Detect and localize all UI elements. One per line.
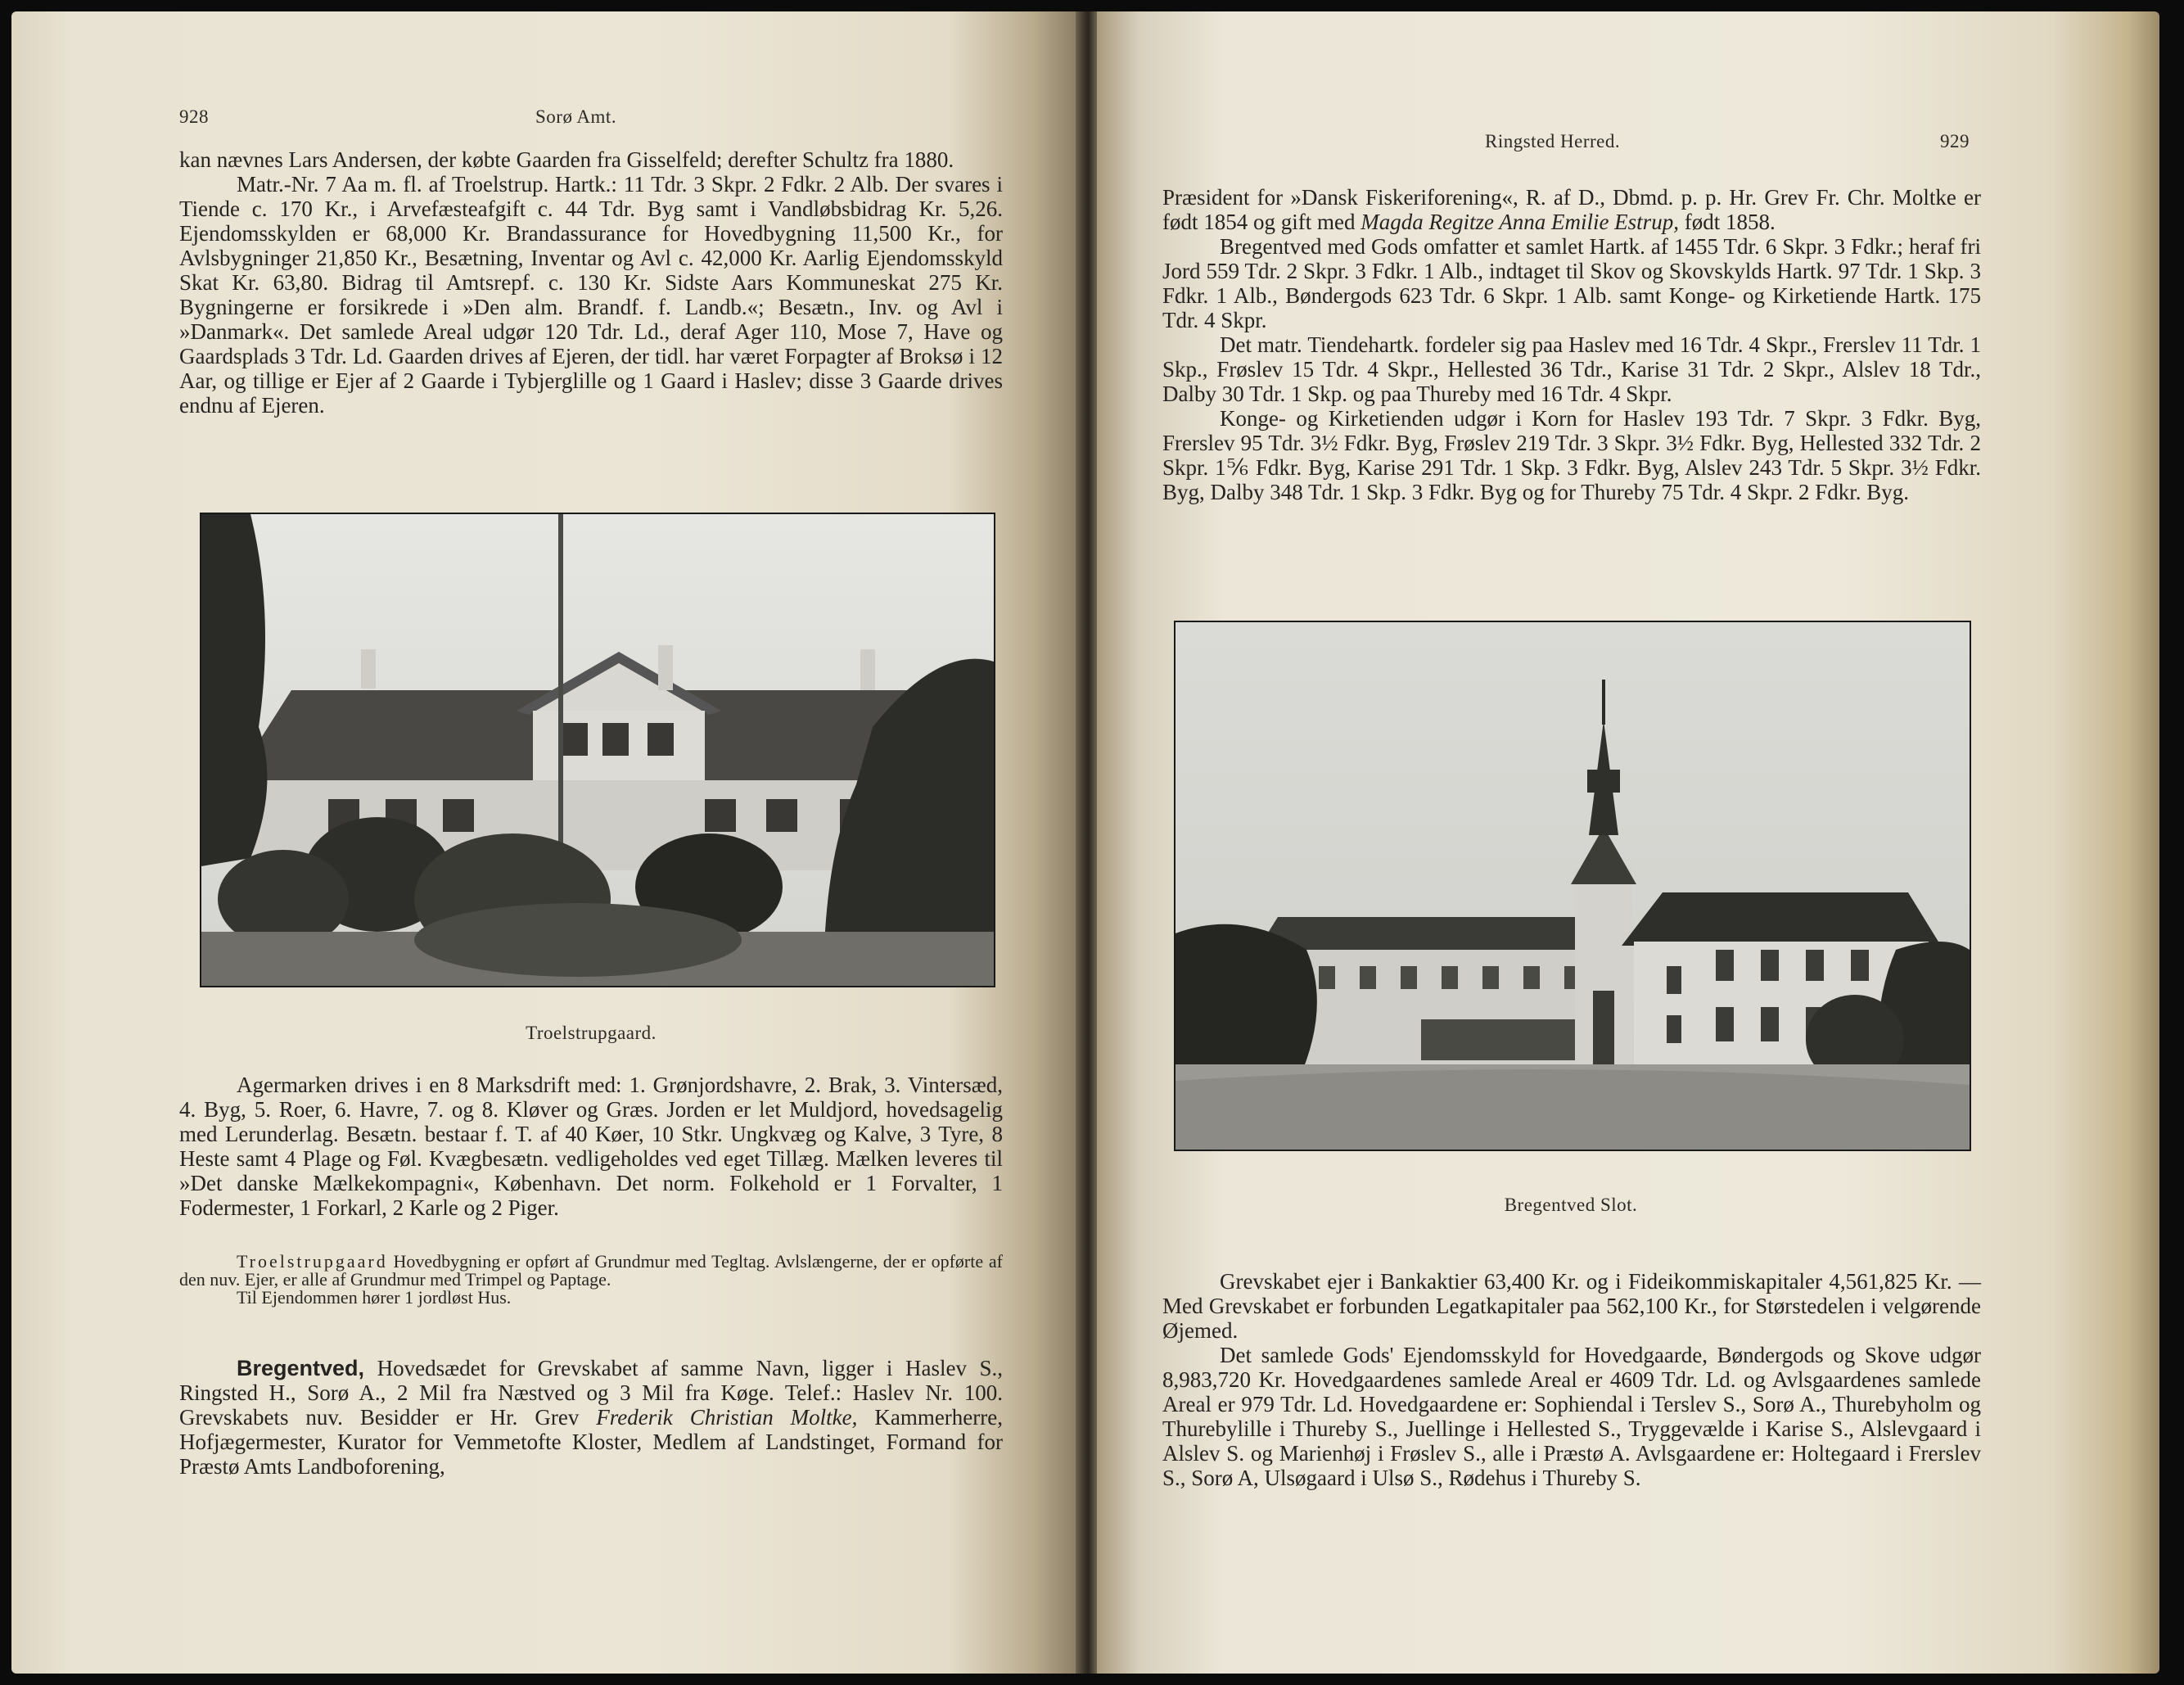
photo-caption: Bregentved Slot.: [1504, 1195, 1638, 1215]
paragraph-continued: kan nævnes Lars Andersen, der købte Gaarden fra Gisselfeld; derefter Schultz fra 1880.: [179, 147, 954, 172]
text-block-top: [179, 147, 1003, 418]
entry-text-b: Kammerherre, Hofjægermester, Kurator for Vemmetofte Kloster, Medlem af Landstinget, Formand for Præstø Amts Landboforening,: [179, 1405, 1003, 1479]
para1-text-a: Præsident for »Dansk Fiskeriforening«, R. af D., Dbmd. p. p. Hr. Grev Fr. Chr. Moltke er født 1854 og gift med: [1162, 185, 1981, 234]
entry-heading: Bregentved,: [237, 1356, 365, 1380]
photo-bregentved-slot: [1174, 621, 1971, 1151]
para1-text-b: født 1858.: [1678, 210, 1776, 234]
text-block-bottom: [1162, 1269, 1981, 1490]
paragraph-agermarken: Agermarken drives i en 8 Marksdrift med: 1. Grønjordshavre, 2. Brak, 3. Vintersæd, 4. Byg, 5. Roer, 6. Havre, 7. og 8. Kløver og Græs. Jorden er let Muldjord, hovedsagelig med Lerunderlag. Besætn. bestaar f. T. af 40 Køer, 10 Stkr. Ungkvæg og Kalve, 3 Tyre, 8 Heste samt 4 Plage og Føl. Kvægbesætn. vedligeholdes ved eget Tillæg. Mælken leveres til »Det danske Mælkekompagni«, København. Det norm. Folkehold er 1 Forvalter, 1 Fodermester, 1 Forkarl, 2 Karle og 2 Piger.: [179, 1073, 1003, 1220]
right-page: [1097, 11, 2159, 1674]
paragraph-hartkorn: Bregentved med Gods omfatter et samlet Hartk. af 1455 Tdr. 6 Skpr. 3 Fdkr.; heraf fri Jord 559 Tdr. 2 Skpr. 3 Fdkr. 1 Alb., indtaget til Skov og Skovskylds Hartk. 97 Tdr. 1 Skp. 3 Fdkr. 1 Alb., Bøndergods 623 Tdr. 6 Skpr. 1 Alb. samt Konge- og Kirketiende Hartk. 175 Tdr. 4 Skpr.: [1162, 234, 1981, 332]
text-block-top: [1162, 185, 1981, 504]
note-line: Til Ejendommen hører 1 jordløst Hus.: [237, 1287, 512, 1308]
note-text: Hovedbygning er opført af Grundmur med Tegltag. Avlslængerne, der er opførte af den nuv. Ejer, er alle af Grundmur med Trimpel og Paptage.: [179, 1251, 1003, 1290]
photo-caption: Troelstrupgaard.: [526, 1023, 657, 1043]
paragraph-tiendehartkorn: Det matr. Tiendehartk. fordeler sig paa Haslev med 16 Tdr. 4 Skpr., Frerslev 11 Tdr. 1 Skp., Frøslev 15 Tdr. 4 Skpr., Hellested 36 Tdr., Karise 31 Tdr. 2 Skpr., Alslev 18 Tdr., Dalby 30 Tdr. 1 Skp. og paa Thureby med 16 Tdr. 4 Skpr.: [1162, 332, 1981, 406]
para1-italic-name: Magda Regitze Anna Emilie Estrup,: [1360, 210, 1679, 234]
paragraph-kirketiende: Konge- og Kirketienden udgør i Korn for Haslev 193 Tdr. 7 Skpr. 3 Fdkr. Byg, Frerslev 95 Tdr. 3½ Fdkr. Byg, Frøslev 219 Tdr. 3 Skpr. 3½ Fdkr. Byg, Hellested 332 Tdr. 2 Skpr. 1⅚ Fdkr. Byg, Karise 291 Tdr. 1 Skp. 3 Fdkr. Byg, Alslev 243 Tdr. 5 Skpr. 3½ Fdkr. Byg, Dalby 348 Tdr. 1 Skp. 3 Fdkr. Byg og for Thureby 75 Tdr. 4 Skpr. 2 Fdkr. Byg.: [1162, 406, 1981, 504]
book-gutter: [1076, 11, 1097, 1674]
running-head: Sorø Amt.: [535, 106, 617, 127]
entry-name-italic: Frederik Christian Moltke,: [596, 1405, 858, 1430]
paragraph-ejendomsskyld: Det samlede Gods' Ejendomsskyld for Hovedgaarde, Bøndergods og Skove udgør 8,983,720 Kr. Hovedgaardenes samlede Areal er 4609 Tdr. Ld. og Avlsgaardenes samlede Areal er 979 Tdr. Ld. Hovedgaardene er: Sophiendal i Terslev S., Sorø A., Thurebyholm og Thurebylille i Thureby S., Juellinge i Hellested S., Tryggevælde i Karise S., Alslevgaard i Alslev S. og Marienhøj i Frøslev S., alle i Præstø A. Avlsgaardene er: Holtegaard i Frerslev S., Sorø A, Ulsøgaard i Ulsø S., Rødehus i Thureby S.: [1162, 1343, 1981, 1490]
photo-troelstrupgaard: [200, 513, 995, 987]
note-spaced-name: Troelstrupgaard: [237, 1251, 388, 1272]
paragraph-matr: Matr.-Nr. 7 Aa m. fl. af Troelstrup. Hartk.: 11 Tdr. 3 Skpr. 2 Fdkr. 2 Alb. Der svares i Tiende c. 170 Kr., i Arvefæsteafgift c. 44 Tdr. Byg samt i Vandløbsbidrag Kr. 5,26. Ejendomsskylden er 68,000 Kr. Brandassurance for Hovedbygning 11,500 Kr., for Avlsbygninger 21,850 Kr., Besætning, Inventar og Avl c. 42,000 Kr. Aarlig Ejendomsskyld Skat Kr. 63,80. Bidrag til Amtsrepf. c. 130 Kr. Sidste Aars Kommuneskat 275 Kr. Bygningerne er forsikrede i »Den alm. Brandf. f. Landb.«; Besætn., Inv. og Avl i »Danmark«. Det samlede Areal udgør 120 Tdr. Ld., deraf Ager 110, Mose 7, Have og Gaardsplads 3 Tdr. Ld. Gaarden drives af Ejeren, der tidl. har været Forpagter af Broksø i 12 Aar, og tillige er Ejer af 2 Gaarde i Tybjerglille og 1 Gaard i Haslev; disse 3 Gaarde drives endnu af Ejeren.: [179, 172, 1003, 418]
page-number: 928: [179, 106, 209, 127]
page-number: 929: [1940, 131, 1970, 151]
small-print-note: [179, 1253, 1003, 1307]
running-head: Ringsted Herred.: [1485, 131, 1621, 151]
text-block-bregentved: [179, 1356, 1003, 1479]
paragraph-bankaktier: Grevskabet ejer i Bankaktier 63,400 Kr. og i Fideikommiskapitaler 4,561,825 Kr. — Med Grevskabet er forbunden Legatkapitaler paa 562,100 Kr., for Størstedelen i velgørende Øjemed.: [1162, 1269, 1981, 1343]
left-page: [11, 11, 1076, 1674]
entry-text-a: Hovedsædet for Grevskabet af samme Navn, ligger i Haslev S., Ringsted H., Sorø A., 2 Mil fra Næstved og 3 Mil fra Køge. Telef.: Haslev Nr. 100. Grevskabets nuv. Besidder er Hr. Grev: [179, 1356, 1003, 1430]
text-block-middle: [179, 1073, 1003, 1220]
